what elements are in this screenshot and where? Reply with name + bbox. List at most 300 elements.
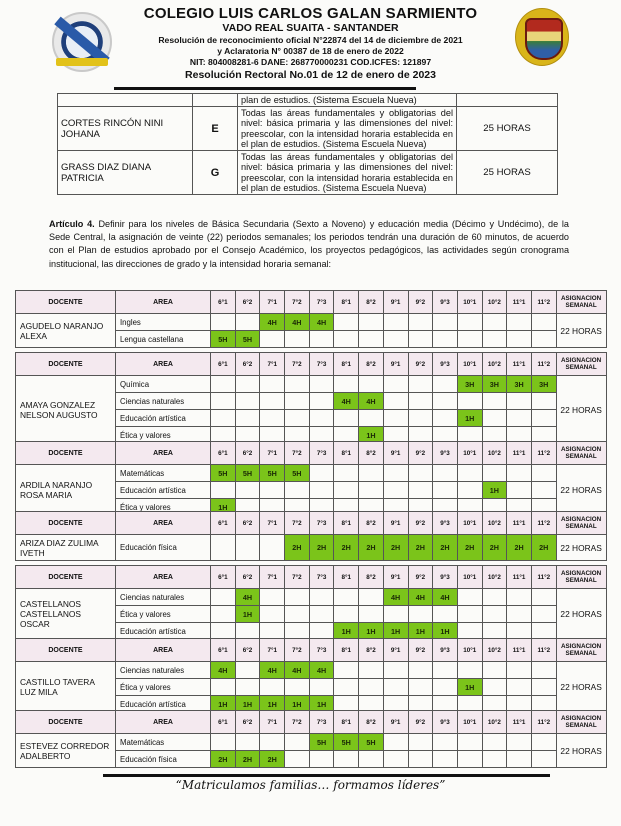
asignacion-header: ASIGNACION SEMANAL xyxy=(556,711,606,734)
empty-cell xyxy=(457,734,482,751)
grade-header: 7°2 xyxy=(285,711,310,734)
grade-header: 6°1 xyxy=(211,353,236,376)
empty-cell xyxy=(408,376,433,393)
assigned-hours-cell: 1H xyxy=(359,427,384,444)
empty-cell xyxy=(482,465,507,482)
grade-header: 9°1 xyxy=(383,566,408,589)
empty-cell xyxy=(408,751,433,768)
schedule-header-row xyxy=(16,512,607,535)
grade-header: 6°2 xyxy=(235,442,260,465)
empty-cell xyxy=(433,606,458,623)
weekly-total: 22 HORAS xyxy=(556,734,606,768)
grade-header: 9°2 xyxy=(408,442,433,465)
grade-header: 9°1 xyxy=(383,353,408,376)
grade-header: 7°1 xyxy=(260,353,285,376)
assigned-hours-cell: 4H xyxy=(383,589,408,606)
grade-header: 10°1 xyxy=(457,711,482,734)
empty-cell xyxy=(285,331,310,348)
empty-cell xyxy=(285,376,310,393)
subject-area: Educación artística xyxy=(116,410,211,427)
empty-cell xyxy=(507,331,532,348)
grade-header: 8°1 xyxy=(334,353,359,376)
empty-cell xyxy=(235,376,260,393)
schedule-header-row xyxy=(16,711,607,734)
grade-header: 7°3 xyxy=(309,711,334,734)
empty-cell xyxy=(531,589,556,606)
asignacion-header: ASIGNACION SEMANAL xyxy=(556,512,606,535)
grade-header: 10°2 xyxy=(482,291,507,314)
grade-header: 7°2 xyxy=(285,566,310,589)
docente-header: DOCENTE xyxy=(16,512,116,535)
grade-header: 6°2 xyxy=(235,353,260,376)
assigned-hours-cell: 5H xyxy=(235,331,260,348)
asignacion-header: ASIGNACION SEMANAL xyxy=(556,442,606,465)
assigned-hours-cell: 5H xyxy=(285,465,310,482)
grade-header: 7°1 xyxy=(260,291,285,314)
empty-cell xyxy=(383,734,408,751)
empty-cell xyxy=(211,410,236,427)
assigned-hours-cell: 5H xyxy=(334,734,359,751)
empty-cell xyxy=(309,679,334,696)
empty-cell xyxy=(408,606,433,623)
empty-cell xyxy=(482,331,507,348)
schedule-table xyxy=(15,352,607,444)
area-header: AREA xyxy=(116,291,211,314)
schedule-header-row xyxy=(16,353,607,376)
empty-cell xyxy=(408,410,433,427)
grade-header: 10°2 xyxy=(482,442,507,465)
school-location: VADO REAL SUAITA - SANTANDER xyxy=(222,22,399,34)
grade-header: 11°1 xyxy=(507,291,532,314)
grade-header: 10°1 xyxy=(457,566,482,589)
assigned-hours-cell: 1H xyxy=(285,696,310,713)
empty-cell xyxy=(507,314,532,331)
teacher-name: ESTEVEZ CORREDOR ADALBERTO xyxy=(16,734,116,768)
grade-header: 6°2 xyxy=(235,711,260,734)
docente-header: DOCENTE xyxy=(16,353,116,376)
assignment-description: plan de estudios. (Sistema Escuela Nueva) xyxy=(238,94,457,107)
empty-cell xyxy=(309,606,334,623)
assigned-hours-cell: 2H xyxy=(507,535,532,561)
weekly-total: 22 HORAS xyxy=(556,314,606,348)
grade-header: 9°2 xyxy=(408,711,433,734)
grade-header: 9°1 xyxy=(383,639,408,662)
grade-header: 8°2 xyxy=(359,291,384,314)
assigned-hours-cell: 2H xyxy=(334,535,359,561)
empty-cell xyxy=(531,331,556,348)
area-header: AREA xyxy=(116,566,211,589)
empty-cell xyxy=(408,679,433,696)
empty-cell xyxy=(211,734,236,751)
empty-cell xyxy=(334,589,359,606)
assigned-hours-cell: 3H xyxy=(531,376,556,393)
empty-cell xyxy=(211,393,236,410)
grade-header: 7°2 xyxy=(285,442,310,465)
empty-cell xyxy=(482,679,507,696)
empty-cell xyxy=(507,393,532,410)
empty-cell xyxy=(507,751,532,768)
empty-cell xyxy=(507,734,532,751)
grade-header: 7°3 xyxy=(309,639,334,662)
empty-cell xyxy=(285,410,310,427)
assigned-hours-cell: 1H xyxy=(482,482,507,499)
empty-cell xyxy=(383,376,408,393)
empty-cell xyxy=(285,393,310,410)
empty-cell xyxy=(531,679,556,696)
empty-cell xyxy=(531,314,556,331)
empty-cell xyxy=(433,314,458,331)
grade-header: 6°1 xyxy=(211,711,236,734)
teacher-name: ARDILA NARANJO ROSA MARIA xyxy=(16,465,116,516)
assigned-hours-cell: 1H xyxy=(383,623,408,640)
empty-cell xyxy=(383,331,408,348)
table-row xyxy=(58,151,558,195)
grade-header: 6°2 xyxy=(235,566,260,589)
empty-cell xyxy=(408,314,433,331)
grade-header: 10°1 xyxy=(457,639,482,662)
empty-cell xyxy=(383,662,408,679)
subject-area: Ingles xyxy=(116,314,211,331)
weekly-total: 22 HORAS xyxy=(556,376,606,444)
grade-header: 7°2 xyxy=(285,353,310,376)
grade-header: 9°3 xyxy=(433,442,458,465)
schedule-table xyxy=(15,638,607,713)
assigned-hours-cell: 3H xyxy=(507,376,532,393)
assigned-hours-cell: 2H xyxy=(285,535,310,561)
empty-cell xyxy=(235,623,260,640)
docente-header: DOCENTE xyxy=(16,442,116,465)
grade-header: 9°3 xyxy=(433,566,458,589)
grade-header: 9°1 xyxy=(383,442,408,465)
assigned-hours-cell: 2H xyxy=(408,535,433,561)
grade-header: 6°1 xyxy=(211,291,236,314)
weekly-hours: 25 HORAS xyxy=(457,151,558,195)
empty-cell xyxy=(309,589,334,606)
grade-header: 6°1 xyxy=(211,442,236,465)
empty-cell xyxy=(334,606,359,623)
empty-cell xyxy=(334,331,359,348)
assigned-hours-cell: 1H xyxy=(235,696,260,713)
grade-header: 8°2 xyxy=(359,566,384,589)
previous-assignment-table xyxy=(57,93,558,195)
grade-header: 9°2 xyxy=(408,291,433,314)
empty-cell xyxy=(482,606,507,623)
empty-cell xyxy=(383,751,408,768)
site-code xyxy=(193,94,238,107)
empty-cell xyxy=(359,465,384,482)
grade-header: 6°2 xyxy=(235,512,260,535)
empty-cell xyxy=(383,482,408,499)
empty-cell xyxy=(433,662,458,679)
empty-cell xyxy=(334,376,359,393)
assigned-hours-cell: 2H xyxy=(309,535,334,561)
empty-cell xyxy=(433,376,458,393)
table-row xyxy=(16,376,607,393)
empty-cell xyxy=(260,589,285,606)
assigned-hours-cell: 2H xyxy=(433,535,458,561)
grade-header: 11°1 xyxy=(507,442,532,465)
empty-cell xyxy=(457,314,482,331)
grade-header: 11°2 xyxy=(531,711,556,734)
empty-cell xyxy=(235,662,260,679)
empty-cell xyxy=(482,393,507,410)
empty-cell xyxy=(211,623,236,640)
schedule-table xyxy=(15,710,607,768)
subject-area: Química xyxy=(116,376,211,393)
grade-header: 10°1 xyxy=(457,512,482,535)
empty-cell xyxy=(309,482,334,499)
grade-header: 7°2 xyxy=(285,512,310,535)
assigned-hours-cell: 5H xyxy=(260,465,285,482)
grade-header: 8°1 xyxy=(334,566,359,589)
empty-cell xyxy=(457,606,482,623)
teacher-name: ARIZA DIAZ ZULIMA IVETH xyxy=(16,535,116,561)
empty-cell xyxy=(309,331,334,348)
subject-area: Educación artística xyxy=(116,623,211,640)
assigned-hours-cell: 2H xyxy=(359,535,384,561)
grade-header: 11°2 xyxy=(531,639,556,662)
grade-header: 8°1 xyxy=(334,291,359,314)
subject-area: Matemáticas xyxy=(116,465,211,482)
table-row xyxy=(58,107,558,151)
empty-cell xyxy=(260,393,285,410)
assignment-description: Todas las áreas fundamentales y obligatorias del nivel: básica primaria y las dimensiones del nivel: preescolar, con la intensidad horaria establecida en el plan de estudios. (Sistema Escuela Nueva) xyxy=(238,151,457,195)
grade-header: 11°2 xyxy=(531,566,556,589)
empty-cell xyxy=(211,482,236,499)
assignment-description: Todas las áreas fundamentales y obligatorias del nivel: básica primaria y las dimensiones del nivel: preescolar, con la intensidad horaria establecida en el plan de estudios. (Sistema Escuela Nueva) xyxy=(238,107,457,151)
assigned-hours-cell: 1H xyxy=(408,623,433,640)
grade-header: 9°3 xyxy=(433,639,458,662)
grade-header: 7°3 xyxy=(309,512,334,535)
assigned-hours-cell: 1H xyxy=(359,623,384,640)
table-row xyxy=(16,734,607,751)
weekly-total: 22 HORAS xyxy=(556,589,606,640)
empty-cell xyxy=(433,410,458,427)
schedule-header-row xyxy=(16,566,607,589)
empty-cell xyxy=(457,393,482,410)
grade-header: 9°3 xyxy=(433,711,458,734)
grade-header: 10°1 xyxy=(457,442,482,465)
empty-cell xyxy=(260,376,285,393)
empty-cell xyxy=(482,589,507,606)
empty-cell xyxy=(359,314,384,331)
grade-header: 7°3 xyxy=(309,353,334,376)
assigned-hours-cell: 3H xyxy=(482,376,507,393)
grade-header: 8°2 xyxy=(359,442,384,465)
empty-cell xyxy=(507,410,532,427)
grade-header: 11°1 xyxy=(507,639,532,662)
table-row xyxy=(16,535,607,561)
table-row xyxy=(16,662,607,679)
empty-cell xyxy=(309,393,334,410)
teacher-name: AGUDELO NARANJO ALEXA xyxy=(16,314,116,348)
site-code: E xyxy=(193,107,238,151)
empty-cell xyxy=(285,751,310,768)
empty-cell xyxy=(359,606,384,623)
empty-cell xyxy=(260,734,285,751)
empty-cell xyxy=(334,465,359,482)
assigned-hours-cell: 1H xyxy=(457,410,482,427)
letterhead xyxy=(0,0,621,90)
empty-cell xyxy=(211,589,236,606)
grade-header: 11°2 xyxy=(531,512,556,535)
empty-cell xyxy=(235,410,260,427)
grade-header: 10°2 xyxy=(482,711,507,734)
assigned-hours-cell: 2H xyxy=(482,535,507,561)
subject-area: Lengua castellana xyxy=(116,331,211,348)
table-row xyxy=(58,94,558,107)
subject-area: Educación física xyxy=(116,751,211,768)
weekly-total: 22 HORAS xyxy=(556,535,606,561)
empty-cell xyxy=(531,751,556,768)
teacher-name: CORTES RINCÓN NINI JOHANA xyxy=(58,107,193,151)
empty-cell xyxy=(334,751,359,768)
empty-cell xyxy=(334,679,359,696)
empty-cell xyxy=(408,331,433,348)
grade-header: 10°1 xyxy=(457,291,482,314)
grade-header: 8°1 xyxy=(334,512,359,535)
docente-header: DOCENTE xyxy=(16,639,116,662)
assigned-hours-cell: 2H xyxy=(457,535,482,561)
site-code: G xyxy=(193,151,238,195)
empty-cell xyxy=(211,535,236,561)
grade-header: 7°3 xyxy=(309,291,334,314)
grade-header: 11°1 xyxy=(507,353,532,376)
subject-area: Educación artística xyxy=(116,482,211,499)
subject-area: Educación física xyxy=(116,535,211,561)
recognition-resolution: Resolución de reconocimiento oficial N°22874 del 14 de diciembre de 2021 xyxy=(158,35,463,45)
empty-cell xyxy=(260,482,285,499)
empty-cell xyxy=(211,679,236,696)
schedule-header-row xyxy=(16,639,607,662)
empty-cell xyxy=(531,734,556,751)
empty-cell xyxy=(235,482,260,499)
empty-cell xyxy=(309,751,334,768)
subject-area: Ciencias naturales xyxy=(116,662,211,679)
empty-cell xyxy=(235,535,260,561)
grade-header: 10°2 xyxy=(482,566,507,589)
grade-header: 11°1 xyxy=(507,512,532,535)
assigned-hours-cell: 4H xyxy=(285,662,310,679)
footer-divider xyxy=(103,774,550,777)
empty-cell xyxy=(309,410,334,427)
grade-header: 8°1 xyxy=(334,442,359,465)
assigned-hours-cell: 5H xyxy=(309,734,334,751)
empty-cell xyxy=(260,535,285,561)
grade-header: 8°2 xyxy=(359,353,384,376)
empty-cell xyxy=(334,482,359,499)
grade-header: 6°2 xyxy=(235,291,260,314)
grade-header: 9°2 xyxy=(408,353,433,376)
docente-header: DOCENTE xyxy=(16,291,116,314)
grade-header: 9°2 xyxy=(408,512,433,535)
article-text: Definir para los niveles de Básica Secundaria (Sexto a Noveno) y educación media (Décimo y Undécimo), de la Sede Central, la asignación de veinte (22) periodos semanales; los periodos tendrán una duración de 60 minutos, de acuerdo con el Plan de estudios aprobado por el Consejo Académico, los proyectos pedagógicos, las actividades según cronograma institucional, las direcciones de grado y la intensidad horaria semanal: xyxy=(49,219,569,269)
subject-area: Ética y valores xyxy=(116,606,211,623)
header-divider xyxy=(114,87,416,90)
assigned-hours-cell: 1H xyxy=(211,696,236,713)
weekly-hours: 25 HORAS xyxy=(457,107,558,151)
grade-header: 9°2 xyxy=(408,639,433,662)
empty-cell xyxy=(285,606,310,623)
assigned-hours-cell: 4H xyxy=(433,589,458,606)
grade-header: 11°2 xyxy=(531,291,556,314)
empty-cell xyxy=(457,331,482,348)
table-row xyxy=(16,314,607,331)
teacher-name: CASTELLANOS CASTELLANOS OSCAR xyxy=(16,589,116,640)
grade-header: 6°1 xyxy=(211,566,236,589)
empty-cell xyxy=(531,606,556,623)
schedule-table xyxy=(15,290,607,348)
empty-cell xyxy=(507,465,532,482)
empty-cell xyxy=(507,679,532,696)
assigned-hours-cell: 1H xyxy=(235,606,260,623)
empty-cell xyxy=(457,589,482,606)
empty-cell xyxy=(309,623,334,640)
grade-header: 8°1 xyxy=(334,711,359,734)
empty-cell xyxy=(383,679,408,696)
assigned-hours-cell: 4H xyxy=(260,314,285,331)
grade-header: 6°1 xyxy=(211,639,236,662)
empty-cell xyxy=(507,606,532,623)
area-header: AREA xyxy=(116,442,211,465)
grade-header: 10°2 xyxy=(482,512,507,535)
empty-cell xyxy=(408,393,433,410)
grade-header: 11°2 xyxy=(531,442,556,465)
empty-cell xyxy=(383,410,408,427)
empty-cell xyxy=(531,393,556,410)
assigned-hours-cell: 1H xyxy=(260,696,285,713)
empty-cell xyxy=(260,679,285,696)
assigned-hours-cell: 2H xyxy=(531,535,556,561)
grade-header: 7°3 xyxy=(309,442,334,465)
empty-cell xyxy=(457,465,482,482)
empty-cell xyxy=(383,465,408,482)
docente-header: DOCENTE xyxy=(16,566,116,589)
grade-header: 6°2 xyxy=(235,639,260,662)
empty-cell xyxy=(211,314,236,331)
assigned-hours-cell: 3H xyxy=(457,376,482,393)
empty-cell xyxy=(433,751,458,768)
asignacion-header: ASIGNACION SEMANAL xyxy=(556,353,606,376)
empty-cell xyxy=(507,662,532,679)
assigned-hours-cell: 1H xyxy=(211,499,236,516)
empty-cell xyxy=(211,606,236,623)
area-header: AREA xyxy=(116,512,211,535)
assigned-hours-cell: 1H xyxy=(334,623,359,640)
empty-cell xyxy=(433,734,458,751)
assigned-hours-cell: 4H xyxy=(235,589,260,606)
empty-cell xyxy=(482,314,507,331)
assigned-hours-cell: 4H xyxy=(359,393,384,410)
grade-header: 7°1 xyxy=(260,639,285,662)
grade-header: 9°1 xyxy=(383,291,408,314)
empty-cell xyxy=(482,410,507,427)
empty-cell xyxy=(334,410,359,427)
empty-cell xyxy=(507,623,532,640)
empty-cell xyxy=(359,662,384,679)
teacher-name: CASTILLO TAVERA LUZ MILA xyxy=(16,662,116,713)
grade-header: 8°2 xyxy=(359,639,384,662)
empty-cell xyxy=(531,482,556,499)
area-header: AREA xyxy=(116,711,211,734)
grade-header: 7°3 xyxy=(309,566,334,589)
empty-cell xyxy=(531,662,556,679)
teacher-name xyxy=(58,94,193,107)
empty-cell xyxy=(507,589,532,606)
schedule-header-row xyxy=(16,442,607,465)
empty-cell xyxy=(285,482,310,499)
empty-cell xyxy=(309,376,334,393)
